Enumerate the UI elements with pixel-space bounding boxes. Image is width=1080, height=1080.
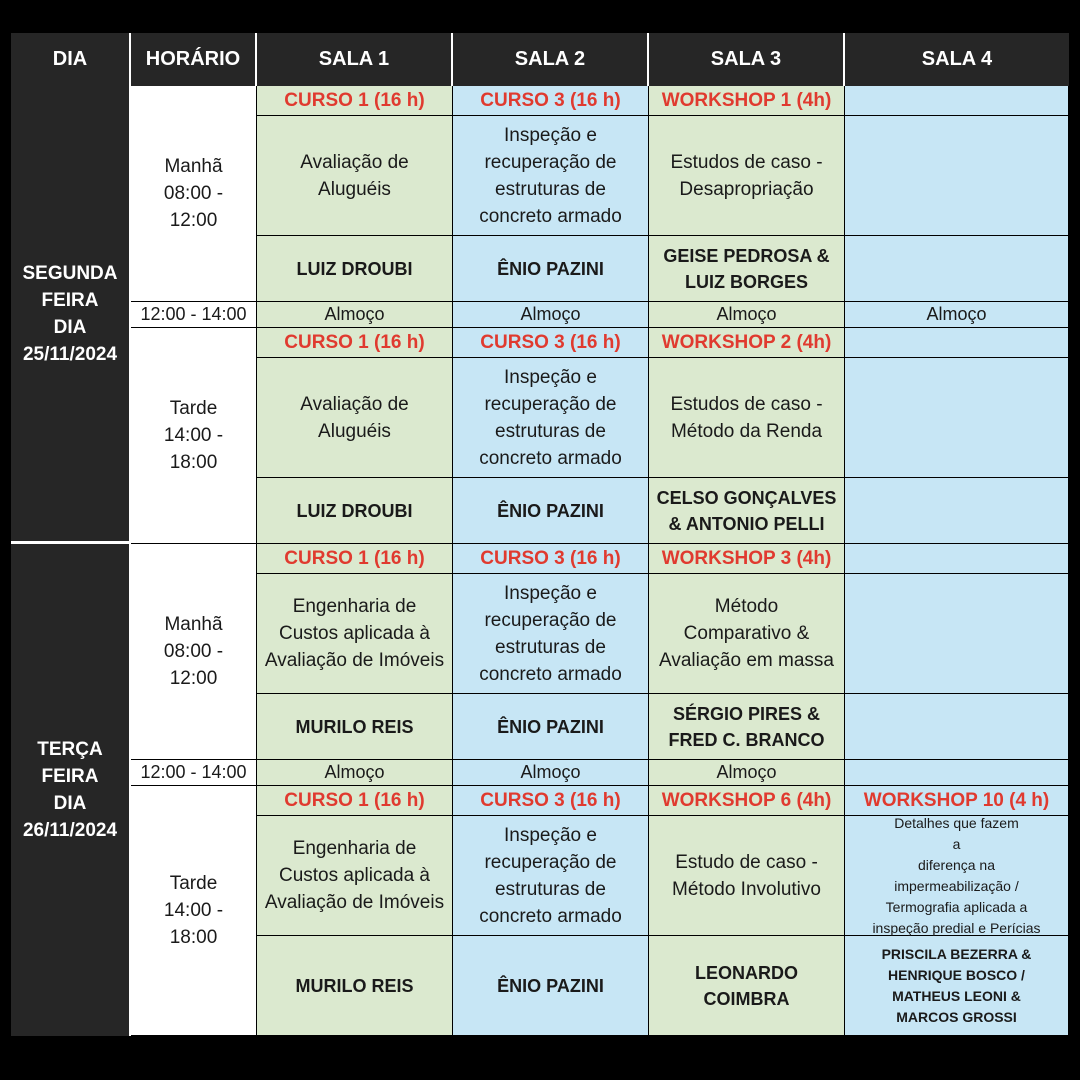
session-title: CURSO 1 (16 h) [257,86,453,116]
session-subject: Estudo de caso - Método Involutivo [649,816,845,936]
session-title [845,86,1069,116]
lunch-cell [845,760,1069,786]
lunch-time: 12:00 - 14:00 [131,760,257,786]
column-header-3: SALA 1 [257,33,453,86]
column-header-1: DIA [11,33,131,86]
session-instructor: GEISE PEDROSA & LUIZ BORGES [649,236,845,302]
session-title: WORKSHOP 3 (4h) [649,544,845,574]
schedule-table [11,33,1069,1047]
session-subject: Inspeção e recuperação de estruturas de concreto armado [453,358,649,478]
session-subject: Detalhes que fazem a diferença na impermeabilização / Termografia aplicada a inspeção predial e Perícias [845,816,1069,936]
lunch-cell: Almoço [453,760,649,786]
session-title: CURSO 1 (16 h) [257,328,453,358]
session-subject [845,574,1069,694]
session-instructor [845,694,1069,760]
session-instructor [845,236,1069,302]
column-header-6: SALA 4 [845,33,1069,86]
column-header-2: HORÁRIO [131,33,257,86]
session-instructor: LUIZ DROUBI [257,478,453,544]
session-title: CURSO 3 (16 h) [453,786,649,816]
session-title: CURSO 1 (16 h) [257,786,453,816]
session-title: CURSO 3 (16 h) [453,544,649,574]
session-subject: Inspeção e recuperação de estruturas de concreto armado [453,816,649,936]
session-subject: Avaliação de Aluguéis [257,116,453,236]
session-subject [845,358,1069,478]
column-header-5: SALA 3 [649,33,845,86]
session-instructor: MURILO REIS [257,694,453,760]
session-instructor: PRISCILA BEZERRA & HENRIQUE BOSCO / MATHEUS LEONI & MARCOS GROSSI [845,936,1069,1036]
session-title: WORKSHOP 10 (4 h) [845,786,1069,816]
session-instructor: LUIZ DROUBI [257,236,453,302]
session-instructor: CELSO GONÇALVES & ANTONIO PELLI [649,478,845,544]
lunch-time: 12:00 - 14:00 [131,302,257,328]
session-title [845,544,1069,574]
lunch-cell: Almoço [649,760,845,786]
morning-time: Manhã 08:00 - 12:00 [131,544,257,760]
morning-time: Manhã 08:00 - 12:00 [131,86,257,302]
session-instructor: ÊNIO PAZINI [453,694,649,760]
lunch-cell: Almoço [257,760,453,786]
lunch-cell: Almoço [845,302,1069,328]
afternoon-time: Tarde 14:00 - 18:00 [131,328,257,544]
session-subject: Inspeção e recuperação de estruturas de concreto armado [453,574,649,694]
session-title [845,328,1069,358]
session-title: WORKSHOP 2 (4h) [649,328,845,358]
day-label: TERÇA FEIRA DIA 26/11/2024 [11,544,131,1036]
session-subject: Engenharia de Custos aplicada à Avaliação de Imóveis [257,574,453,694]
session-title: CURSO 3 (16 h) [453,86,649,116]
day-label: SEGUNDA FEIRA DIA 25/11/2024 [11,86,131,544]
session-subject: Inspeção e recuperação de estruturas de concreto armado [453,116,649,236]
lunch-cell: Almoço [453,302,649,328]
session-instructor: ÊNIO PAZINI [453,236,649,302]
session-subject [845,116,1069,236]
session-instructor: SÉRGIO PIRES & FRED C. BRANCO [649,694,845,760]
session-instructor [845,478,1069,544]
session-subject: Estudos de caso - Método da Renda [649,358,845,478]
session-title: CURSO 3 (16 h) [453,328,649,358]
afternoon-time: Tarde 14:00 - 18:00 [131,786,257,1036]
session-instructor: ÊNIO PAZINI [453,478,649,544]
session-subject: Estudos de caso - Desapropriação [649,116,845,236]
lunch-cell: Almoço [257,302,453,328]
session-instructor: MURILO REIS [257,936,453,1036]
session-title: WORKSHOP 1 (4h) [649,86,845,116]
session-subject: Engenharia de Custos aplicada à Avaliação de Imóveis [257,816,453,936]
session-title: CURSO 1 (16 h) [257,544,453,574]
column-header-4: SALA 2 [453,33,649,86]
session-subject: Método Comparativo & Avaliação em massa [649,574,845,694]
session-subject: Avaliação de Aluguéis [257,358,453,478]
lunch-cell: Almoço [649,302,845,328]
session-instructor: LEONARDO COIMBRA [649,936,845,1036]
session-title: WORKSHOP 6 (4h) [649,786,845,816]
session-instructor: ÊNIO PAZINI [453,936,649,1036]
